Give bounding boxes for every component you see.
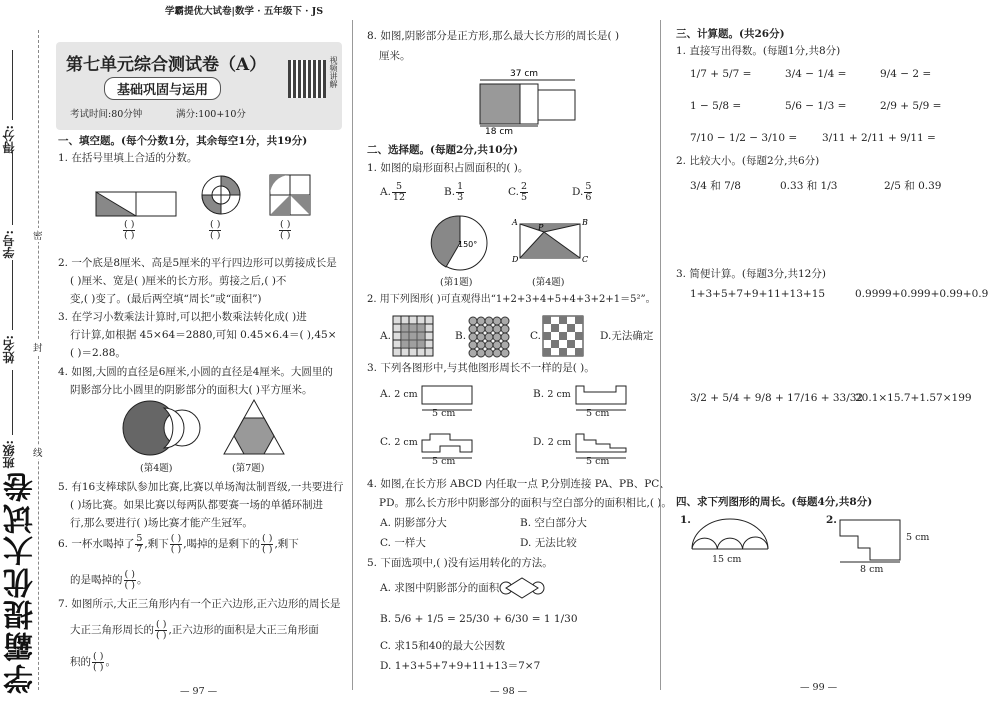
section-choice: 二、选择题。(每题2分,共10分) [367, 144, 519, 156]
svg-text:18 cm: 18 cm [485, 127, 514, 137]
choice-q1-option-d[interactable]: D. $\frac{5}{6}$ [572, 181, 592, 203]
choice-q2-option-c[interactable]: C. [530, 330, 541, 342]
dots-figure [468, 316, 510, 356]
choice-q2: 2. 用下列图形( )可直观得出“1+2+3+4+5+4+3+2+1＝5²”。 [367, 294, 656, 305]
perimeter-fig1-label: 1. [680, 514, 691, 526]
choice-q1-sector-figure [432, 215, 488, 271]
q4-line1: 4. 如图,大圆的直径是6厘米,小圆的直径是4厘米。大圆里的 [58, 366, 333, 378]
q8-figure-rectangles [480, 68, 580, 137]
choice-q1: 1. 如图的扇形面积占圆面积的( )。 [367, 162, 529, 174]
page-title: 第七单元综合测试卷（A） [66, 55, 267, 75]
q8-line1: 8. 如图,阴影部分是正方形,那么最大长方形的周长是( ) [367, 30, 620, 42]
q7-line3: 积的 $\frac{( )}{( )}$ 。 [70, 651, 116, 673]
perimeter-fig2-shape [838, 518, 902, 562]
compare-q2: 2. 比较大小。(每题2分,共6分) [676, 155, 820, 167]
q3-line2: 行计算,如根据 45×64＝2880,可知 0.45×6.4＝( ),45× [70, 329, 337, 341]
grid-square-figure [393, 316, 433, 356]
perimeter-fig2-label: 2. [826, 514, 837, 526]
q1-text: 1. 在括号里填上合适的分数。 [58, 152, 198, 164]
column-divider-1 [352, 20, 353, 690]
q2-line1: 2. 一个底是8厘米、高是5厘米的平行四边形可以剪接成长是 [58, 257, 337, 269]
choice-q4-option-a[interactable]: A. 阴影部分大 [380, 517, 447, 529]
q4-caption: (第4题) [140, 463, 173, 474]
q3-line1: 3. 在学习小数乘法计算时,可以把小数乘法转化成( )进 [58, 311, 307, 323]
calc-item-7: 7/10 − 1/2 − 3/10 = [690, 132, 798, 144]
q1-answer-1[interactable]: $\frac{( )}{( )}$ [124, 219, 135, 241]
choice-q3-option-b[interactable]: B. 2 cm [533, 388, 571, 400]
page-subtitle: 基础巩固与运用 [104, 77, 221, 100]
svg-text:A: A [512, 218, 518, 227]
name-label: 姓名: [2, 335, 16, 364]
perimeter-fig1-dim: 15 cm [712, 554, 742, 565]
choice-q3-option-d[interactable]: D. 2 cm [533, 436, 572, 448]
choice-q1-caption: (第1题) [440, 277, 473, 288]
svg-text:P: P [538, 223, 544, 232]
dim-a-5cm: 5 cm [432, 408, 456, 419]
simplify-item-1: 1+3+5+7+9+11+13+15 [690, 288, 826, 300]
q1-figure-rectangle [96, 192, 176, 218]
simplify-item-4: 20.1×15.7+1.57×199 [855, 392, 972, 404]
svg-text:C: C [582, 255, 589, 264]
choice-q4-line2: PD。那么长方形中阴影部分的面积与空白部分的面积相比,( )。 [379, 497, 672, 509]
page-number-99: — 99 — [800, 682, 838, 693]
q2-line2: ( )厘米、宽是( )厘米的长方形。剪接之后,( )不 [70, 275, 287, 287]
choice-q2-option-d[interactable]: D.无法确定 [600, 330, 654, 342]
score-label: 得分: [2, 125, 16, 154]
dim-b-5cm: 5 cm [586, 408, 610, 419]
checker-figure [543, 316, 583, 356]
simplify-item-3: 3/2 + 5/4 + 9/8 + 17/16 + 33/32 [690, 392, 864, 404]
q6-line2: 的是喝掉的 $\frac{( )}{( )}$ 。 [70, 569, 148, 591]
page-number-97: — 97 — [180, 686, 218, 697]
choice-q4-caption: (第4题) [532, 277, 565, 288]
choice-q5-figure [498, 576, 546, 600]
choice-q1-option-b[interactable]: B. $\frac{1}{3}$ [444, 181, 464, 203]
section-fill-blank: 一、填空题。(每个分数1分，其余每空1分，共19分) [58, 135, 308, 147]
choice-q2-option-a[interactable]: A. [380, 330, 391, 342]
q7-line1: 7. 如图所示,大正三角形内有一个正六边形,正六边形的周长是 [58, 598, 341, 610]
q1-answer-2[interactable]: $\frac{( )}{( )}$ [210, 219, 221, 241]
compare-item-3: 2/5 和 0.39 [884, 180, 942, 192]
calc-item-8: 3/11 + 2/11 + 9/11 = [822, 132, 936, 144]
choice-q1-options [380, 182, 630, 202]
calc-item-3: 9/4 − 2 = [880, 68, 932, 80]
perimeter-fig2-width: 8 cm [860, 564, 884, 575]
q5-line2: ( )场比赛。如果比赛以每两队都要赛一场的单循环制进 [70, 499, 324, 511]
simplify-q3: 3. 简便计算。(每题3分,共12分) [676, 268, 826, 280]
q1-answer-3[interactable]: $\frac{( )}{( )}$ [280, 219, 291, 241]
dim-d-5cm: 5 cm [586, 456, 610, 467]
calc-q1: 1. 直接写出得数。(每题1分,共8分) [676, 45, 841, 57]
column-divider-2 [660, 20, 661, 690]
q3-line3: ( )＝2.88。 [70, 347, 126, 359]
choice-q5-option-a[interactable]: A. 求图中阴影部分的面积 [380, 582, 500, 594]
calc-item-5: 5/6 − 1/3 = [785, 100, 847, 112]
q1-figure-circle [201, 175, 241, 215]
choice-q5-option-d[interactable]: D. 1+3+5+7+9+11+13＝7×7 [380, 660, 541, 672]
full-score: 满分:100+10分 [176, 109, 246, 120]
choice-q3-option-c[interactable]: C. 2 cm [380, 436, 418, 448]
svg-text:150°: 150° [458, 240, 478, 249]
qr-code-icon [288, 60, 326, 98]
calc-item-1: 1/7 + 5/7 = [690, 68, 752, 80]
seal-word-2: 封 [33, 340, 43, 354]
compare-item-2: 0.33 和 1/3 [780, 180, 838, 192]
q4-line2: 阴影部分比小圆里的阴影部分的面积大( )平方厘米。 [70, 384, 313, 396]
choice-q4-rect-figure [512, 218, 590, 264]
dim-c-5cm: 5 cm [432, 456, 456, 467]
calc-item-2: 3/4 − 1/4 = [785, 68, 847, 80]
q7-line2: 大正三角形周长的 $\frac{( )}{( )}$ ,正六边形的面积是大正三角形面 [70, 619, 319, 641]
choice-q3-option-a[interactable]: A. 2 cm [380, 388, 418, 400]
choice-q1-option-a[interactable]: A. $\frac{5}{12}$ [380, 181, 406, 203]
svg-text:D: D [512, 255, 519, 264]
page-number-98: — 98 — [490, 686, 528, 697]
brand-vertical: 学霸提优大试卷 [4, 470, 39, 694]
seal-word-1: 密 [33, 228, 43, 242]
seal-word-3: 线 [33, 445, 43, 459]
binding-strip [0, 0, 48, 721]
q2-line3: 变,( )变了。(最后两空填“周长”或“面积”) [70, 293, 262, 305]
simplify-item-2: 0.9999+0.999+0.99+0.9 [855, 288, 989, 300]
q5-line1: 5. 有16支棒球队参加比赛,比赛以单场淘汰制晋级,一共要进行 [58, 481, 344, 493]
choice-q2-option-b[interactable]: B. [455, 330, 467, 342]
q5-line3: 行,那么要进行( )场比赛才能产生冠军。 [70, 517, 253, 529]
q7-caption: (第7题) [232, 463, 265, 474]
q1-figure-square [270, 175, 310, 215]
calc-item-6: 2/9 + 5/9 = [880, 100, 942, 112]
q8-line2: 厘米。 [379, 50, 411, 62]
perimeter-fig1-arcs [690, 515, 770, 555]
svg-text:B: B [582, 218, 588, 227]
series-label: 学霸提优大试卷|数学 · 五年级下 · JS [165, 6, 324, 17]
score-line [12, 50, 13, 120]
section-perimeter: 四、求下列图形的周长。(每题4分,共8分) [676, 496, 873, 508]
compare-item-1: 3/4 和 7/8 [690, 180, 741, 192]
choice-q5: 5. 下面选项中,( )没有运用转化的方法。 [367, 557, 553, 569]
student-no-label: 学号: [2, 230, 16, 259]
choice-q4-option-d[interactable]: D. 无法比较 [520, 537, 577, 549]
choice-q4-option-b[interactable]: B. 空白部分大 [520, 517, 587, 529]
choice-q5-option-c[interactable]: C. 求15和40的最大公因数 [380, 640, 506, 652]
calc-item-4: 1 − 5/8 = [690, 100, 742, 112]
q7-figure-triangle [222, 398, 286, 456]
perimeter-fig2-height: 5 cm [906, 532, 930, 543]
qr-caption: 视频讲解 [329, 56, 338, 88]
choice-q5-option-b[interactable]: B. 5/6 + 1/5 = 25/30 + 6/30 = 1 1/30 [380, 613, 578, 625]
choice-q3: 3. 下列各图形中,与其他图形周长不一样的是( )。 [367, 362, 595, 374]
choice-q4-option-c[interactable]: C. 一样大 [380, 537, 426, 549]
section-calc: 三、计算题。(共26分) [676, 28, 785, 40]
q6-line1: 6. 一杯水喝掉了 $\frac{5}{7}$ ,剩下 $\frac{( )}{( )}$ ,喝掉的是剩下的 $\frac{( )}{( )}$ ,剩下 [58, 533, 299, 555]
choice-q4-line1: 4. 如图,在长方形 ABCD 内任取一点 P,分别连接 PA、PB、PC、 [367, 478, 670, 490]
exam-time: 考试时间:80分钟 [70, 109, 143, 120]
choice-q1-option-c[interactable]: C. $\frac{2}{5}$ [508, 181, 528, 203]
class-label: 班级: [2, 440, 16, 469]
q4-figure-circles [120, 400, 210, 456]
svg-text:37 cm: 37 cm [510, 69, 539, 79]
